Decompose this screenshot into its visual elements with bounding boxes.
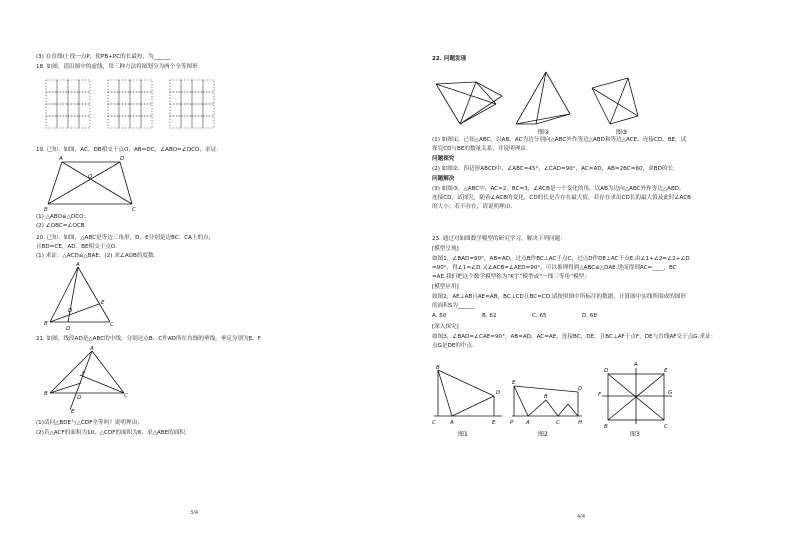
q23-text: 23. 通过对如图数学模型的研究学习，解决下列问题： <box>432 236 566 242</box>
svg-text:C: C <box>664 424 668 430</box>
grid-cell <box>119 116 130 128</box>
svg-text:O: O <box>68 308 73 314</box>
q19-figure <box>44 156 164 214</box>
fig2-caption: 图2 <box>538 431 548 438</box>
svg-text:A: A <box>76 262 80 268</box>
grid-cell <box>192 92 203 104</box>
svg-text:O: O <box>88 174 93 180</box>
q20-text: 20. 已知：如图，△ABC是等边三角形，D、E分别是边BC、CA上的点， <box>36 235 215 241</box>
svg-text:A: A <box>526 420 530 426</box>
grid-cell <box>108 116 119 128</box>
q17-part3: (3) 在直线l上找一点P，使PB+PC的长最短，为______ <box>36 54 171 60</box>
svg-text:A: A <box>634 362 638 368</box>
grid-cell <box>181 116 192 128</box>
q23-model-1: 如图1，∠BAD=90°，AB=AD，过点B作BC⊥AC于点C，过点D作DE⊥AC于点E.由∠1+∠2=∠2+∠D <box>432 256 690 262</box>
q23-option-a: A. 50 <box>432 313 447 319</box>
grid-cell <box>119 92 130 104</box>
grid-cell <box>203 116 214 128</box>
q19-text: 19. 已知：如图，AC、DB相交于点O，AB=DC，∠ABO=∠DCO，求证： <box>36 147 222 153</box>
svg-text:C: C <box>124 393 128 399</box>
grid-cell <box>79 116 90 128</box>
q21-figure <box>44 345 144 415</box>
grid-cell <box>192 116 203 128</box>
q23-option-c: C. 65 <box>532 313 547 319</box>
svg-text:D: D <box>66 326 71 332</box>
grid-cell <box>108 80 119 92</box>
svg-text:图③: 图③ <box>616 129 628 136</box>
q23-model-2: =90°，得∠1=∠D.又∠ACB=∠AED=90°，可以推理得到△ABC≌△DAE.进而得到AC=____，BC <box>432 265 677 271</box>
svg-text:F: F <box>82 371 86 377</box>
grid-cell <box>170 80 181 92</box>
svg-text:B: B <box>44 391 48 397</box>
grid-cell <box>203 80 214 92</box>
svg-text:B: B <box>436 365 440 371</box>
q23-apply-2: 的面积S为______ <box>432 303 475 309</box>
svg-text:E: E <box>101 300 105 306</box>
q22-part3-c: 的大小；若不存在，请说明理由. <box>432 204 513 210</box>
q20-text-c: (1) 求证：△ACD≌△BAE；(2) 求∠AOB的度数. <box>36 253 156 259</box>
grid-cell <box>203 104 214 116</box>
svg-text:F: F <box>598 392 602 398</box>
grid-cell <box>68 80 79 92</box>
grid-cell <box>46 104 57 116</box>
page-number-left: 3/4 <box>190 510 199 516</box>
q21-part1: (1)请问△BDE与△CDF全等吗？说明理由； <box>36 420 143 426</box>
grid-cell <box>141 104 152 116</box>
fig1-caption: 图1 <box>458 431 468 438</box>
q20-figure <box>44 262 144 337</box>
grid-cell <box>130 116 141 128</box>
grid-cell <box>170 116 181 128</box>
svg-text:B: B <box>604 424 608 430</box>
grid-cell <box>192 80 203 92</box>
q22-title: 22. 问题发现 <box>432 56 467 62</box>
svg-text:E: E <box>492 420 496 426</box>
grid-cell <box>57 80 68 92</box>
q18-text: 18. 如图，请沿图中的虚线，用三种方法将图划分为两个全等图形. <box>36 64 200 70</box>
q23-apply-heading: [模型应用] <box>432 284 459 290</box>
q19-part1: (1) △ABO≌△DCO； <box>36 214 90 220</box>
grid-cell <box>79 104 90 116</box>
q22-part1-b: 探究CD与BE的数量关系，并说明理由. <box>432 146 528 152</box>
svg-text:C: C <box>110 322 114 328</box>
q23-option-d: D. 68 <box>582 313 597 319</box>
q22-part2: (2) 如图②，四边形ABCD中，∠ABC=45°，∠CAD=90°，AC=AD，AB=2BC=60，求BD的长. <box>432 166 675 172</box>
svg-text:P: P <box>510 420 514 426</box>
grid-cell <box>46 92 57 104</box>
grid-cell <box>119 80 130 92</box>
svg-text:D: D <box>578 386 583 392</box>
grid-cell <box>79 80 90 92</box>
q18-grids <box>0 76 397 156</box>
q22-figures <box>432 66 652 136</box>
page-4 <box>397 0 794 556</box>
q23-figures <box>432 360 682 450</box>
grid-cell <box>170 104 181 116</box>
q23-explore-heading: [深入探究] <box>432 324 459 330</box>
q22-part3-b: 连接CD，试探究，随着∠ACB的变化，CD的长是否存在最大值，若存在求出CD长的最大值及此时∠ACB <box>432 195 691 201</box>
fig3-caption: 图3 <box>630 431 640 438</box>
grid-cell <box>57 116 68 128</box>
page-number-right: 4/4 <box>577 514 586 520</box>
grid-cell <box>181 80 192 92</box>
grid-cell <box>181 92 192 104</box>
grid-cell <box>119 104 130 116</box>
grid-cell <box>130 92 141 104</box>
grid-cell <box>192 104 203 116</box>
svg-text:B: B <box>44 321 48 327</box>
grid-cell <box>181 104 192 116</box>
q20-text-b: 且BD=CE，AD、BE相交于点O. <box>36 244 117 250</box>
q23-explore-1: 如图3，∠BAD=∠CAE=90°，AB=AD，AC=AE，连接BC，DE，且BC⊥AF于点F，DE与直线AF交于点G.求证： <box>432 334 717 340</box>
svg-text:B: B <box>44 207 48 213</box>
q23-apply-1: 如图2，AE⊥AB且AE=AB，BC⊥CD且BC=CD.请按照图中所标注的数据，计算图中实线所围成的图形 <box>432 294 687 300</box>
grid-cell <box>141 116 152 128</box>
q23-explore-2: 点G是DE的中点. <box>432 343 474 349</box>
grid-cell <box>108 92 119 104</box>
grid-cell <box>79 92 90 104</box>
grid-cell <box>57 104 68 116</box>
q23-model-heading: [模型呈现] <box>432 246 459 252</box>
grid-cell <box>141 92 152 104</box>
q22-part3: (3) 如图③，△ABC中，AC=2，BC=3，∠ACB是一个变化的角，以AB为边向△ABC外作等边△ABD， <box>432 186 685 192</box>
svg-text:A: A <box>90 346 94 352</box>
svg-text:D: D <box>604 368 609 374</box>
fig-2-label: 图② <box>538 129 550 136</box>
grid-cell <box>68 116 79 128</box>
grid-cell <box>57 92 68 104</box>
svg-text:A: A <box>59 156 63 162</box>
grid-cell <box>203 92 214 104</box>
q19-part2: (2) ∠OBC=∠OCB. <box>36 223 87 229</box>
q22-solve: 问题解决 <box>432 176 455 182</box>
grid-cell <box>130 80 141 92</box>
grid-cell <box>68 104 79 116</box>
grid-cell <box>68 92 79 104</box>
svg-text:E: E <box>71 409 75 415</box>
q23-model-3: =AE.我们把这个数学模型称为“K字”模型或“一线三等角”模型； <box>432 274 590 280</box>
q21-part2: (2)若△ACF的面积为10，△CDF的面积为6，求△ABE的面积. <box>36 430 187 436</box>
svg-text:G: G <box>668 390 673 396</box>
grid-cell <box>170 92 181 104</box>
svg-text:C: C <box>556 420 560 426</box>
svg-text:E: E <box>664 368 668 374</box>
svg-text:H: H <box>578 420 583 426</box>
svg-text:B: B <box>544 394 548 400</box>
svg-text:D: D <box>496 390 501 396</box>
q22-part1: (1) 如图①，已知△ABC，以AB、AC为边分别向△ABC外作等边△ABD和等边△ACE，连接CD、BE，试 <box>432 137 687 143</box>
svg-text:A: A <box>450 420 454 426</box>
grid-cell <box>141 80 152 92</box>
svg-text:D: D <box>77 395 82 401</box>
grid-cell <box>46 80 57 92</box>
svg-text:E: E <box>512 380 516 386</box>
q21-text: 21. 如图，线段AD是△ABC的中线，分别过点B、C作AD所在直线的垂线，垂足分别为E、F. <box>36 336 262 342</box>
q23-option-b: B. 62 <box>482 313 497 319</box>
q22-explore: 问题探究 <box>432 156 455 162</box>
svg-text:C: C <box>132 207 136 213</box>
grid-cell <box>108 104 119 116</box>
grid-cell <box>130 104 141 116</box>
svg-text:D: D <box>120 156 125 162</box>
svg-text:C: C <box>432 420 436 426</box>
grid-cell <box>46 116 57 128</box>
